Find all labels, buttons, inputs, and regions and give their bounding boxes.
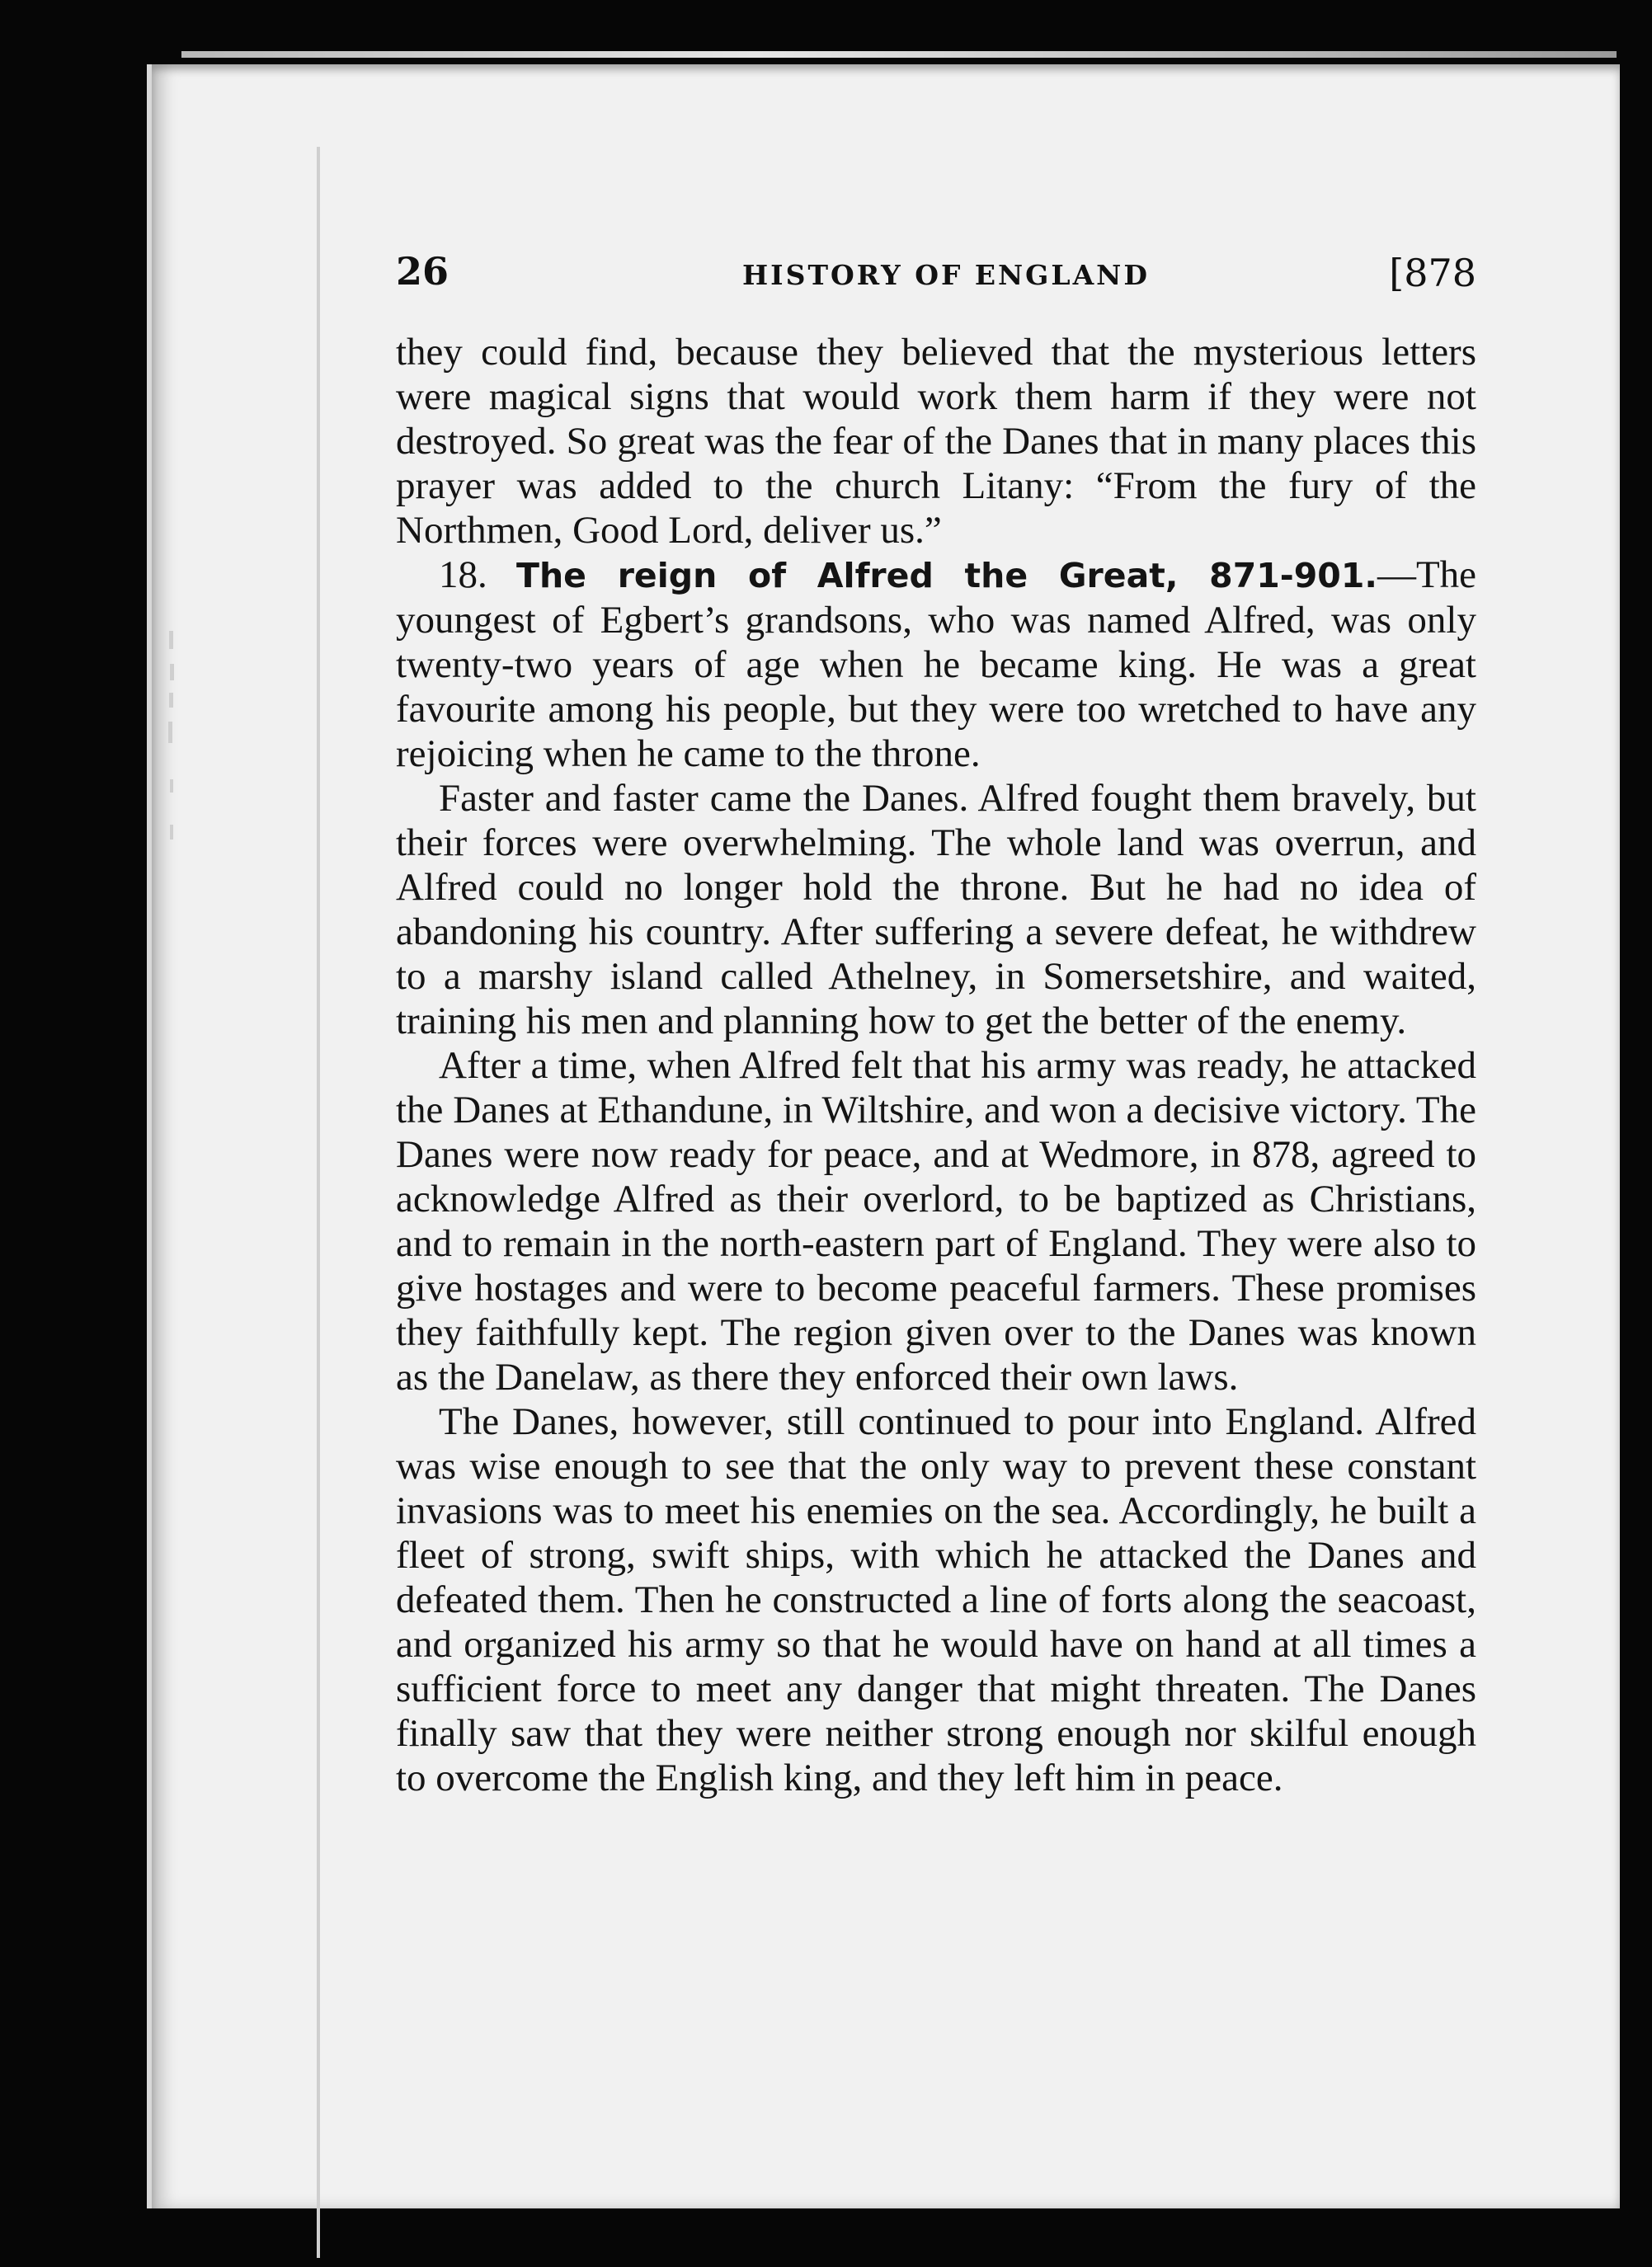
body-text — [396, 330, 1476, 1800]
paragraph: Faster and faster came the Danes. Alfred fought them bravely, but their forces were overwhelming. The whole land was overrun, and Alfred could no longer hold the throne. But he had no idea of abandoning his country. After suffering a severe defeat, he withdrew to a marshy island called Athelney, in Somersetshire, and waited, training his men and planning how to get the better of the enemy. — [396, 777, 1476, 1042]
margin-mark — [170, 664, 174, 680]
paragraph: After a time, when Alfred felt that his army was ready, he attacked the Danes at Ethandune, in Wiltshire, and won a decisive victory. The Danes were now ready for peace, and at Wedmore, in 878, agreed to acknowledge Alfred as their overlord, to be baptized as Christians, and to remain in the north-eastern part of England. They were also to give hostages and were to become peaceful farmers. These promises they faithfully kept. The region given over to the Danes was known as the Danelaw, as there they enforced their own laws. — [396, 1044, 1476, 1399]
margin-mark — [170, 779, 173, 793]
year-marker: [878 — [1389, 251, 1476, 295]
paragraph: they could find, because they believed that the mysterious letters were magical signs that would work them harm if they were not destroyed. So great was the fear of the Danes that in many places this prayer was added to the church Litany: “From the fury of the Northmen, Good Lord, deliver us.” — [396, 331, 1476, 552]
book-title: HISTORY OF ENGLAND — [742, 259, 1150, 291]
page-spine-edge — [317, 147, 320, 2258]
page-number: 26 — [396, 249, 449, 294]
page-top-edge — [181, 51, 1617, 58]
margin-mark — [169, 693, 173, 708]
margin-mark — [169, 631, 173, 649]
paragraph: The Danes, however, still continued to pour into England. Alfred was wise enough to see that the only way to prevent these constant invasions was to meet his enemies on the sea. Accordingly, he built a fleet of strong, swift ships, with which he attacked the Danes and defeated them. Then he constructed a line of forts along the seacoast, and organized his army so that he would have on hand at all times a sufficient force to meet any danger that might threaten. The Danes finally saw that they were neither strong enough nor skilful enough to overcome the English king, and they left him in peace. — [396, 1400, 1476, 1799]
section-paragraph — [396, 553, 1476, 776]
running-header — [396, 249, 1476, 307]
margin-mark — [170, 825, 173, 840]
section-number: 18. — [439, 553, 487, 596]
section-title: The reign of Alfred the Great, 871-901. — [515, 556, 1377, 595]
section-text: —The youngest of Egbert’s grandsons, who was named Alfred, was only twenty-two years of age when he became king. He was a great favourite among his people, but they were too wretched to have any rejoicing when he came to the throne. — [396, 553, 1477, 775]
margin-mark — [168, 722, 172, 743]
